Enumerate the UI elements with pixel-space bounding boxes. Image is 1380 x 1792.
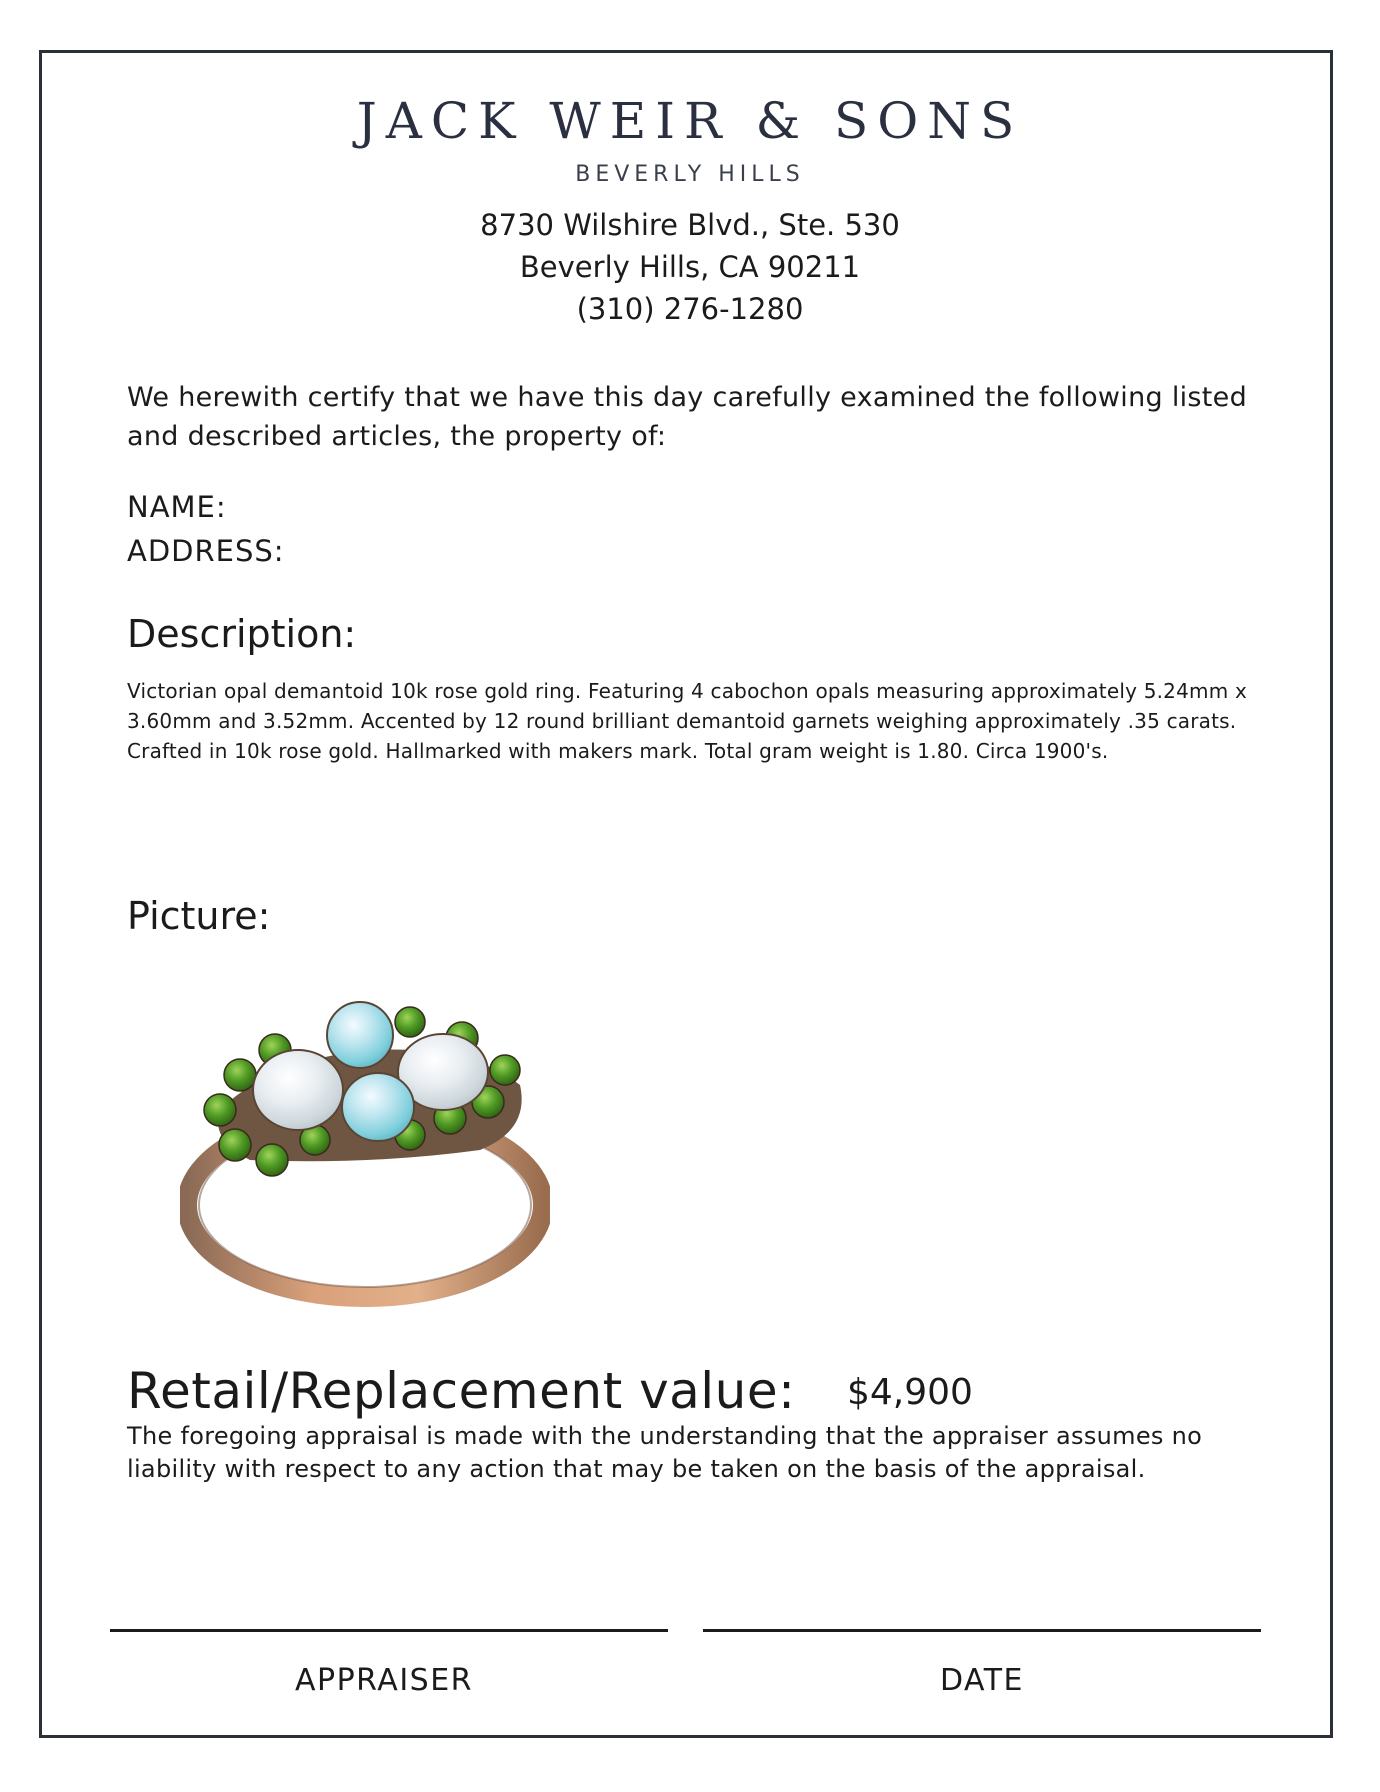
value-amount: $4,900 — [847, 1372, 973, 1413]
address-line-1: 8730 Wilshire Blvd., Ste. 530 — [480, 208, 900, 242]
name-label: NAME: — [127, 490, 227, 524]
appraiser-signature-line — [110, 1629, 668, 1632]
disclaimer-text: The foregoing appraisal is made with the understanding that the appraiser assumes no liability with respect to any action that may be taken on the basis of the appraisal. — [127, 1422, 1203, 1483]
description-heading: Description: — [127, 612, 357, 656]
address-line-2: Beverly Hills, CA 90211 — [519, 250, 861, 284]
phone-number: (310) 276-1280 — [576, 292, 804, 326]
value-label: Retail/Replacement value: — [127, 1362, 796, 1420]
brand-logo: JACK WEIR & SONS — [356, 92, 1024, 150]
ring-photo — [180, 990, 550, 1320]
description-text: Victorian opal demantoid 10k rose gold ring. Featuring 4 cabochon opals measuring approximately 5.24mm x 3.60mm and 3.52mm. Accented by 12 round brilliant demantoid garnets weighing approximately .35 carats. Crafted in 10k rose gold. Hallmarked with makers mark. Total gram weight is 1.80. Circa 1900's. — [127, 679, 1247, 763]
date-signature-line — [703, 1629, 1261, 1632]
brand-city: BEVERLY HILLS — [575, 162, 805, 187]
picture-heading: Picture: — [127, 894, 271, 938]
address-label: ADDRESS: — [127, 534, 285, 568]
date-label: DATE — [939, 1663, 1025, 1698]
certification-statement: We herewith certify that we have this day carefully examined the following listed and described articles, the property of: — [127, 382, 1248, 452]
appraiser-label: APPRAISER — [294, 1663, 474, 1698]
